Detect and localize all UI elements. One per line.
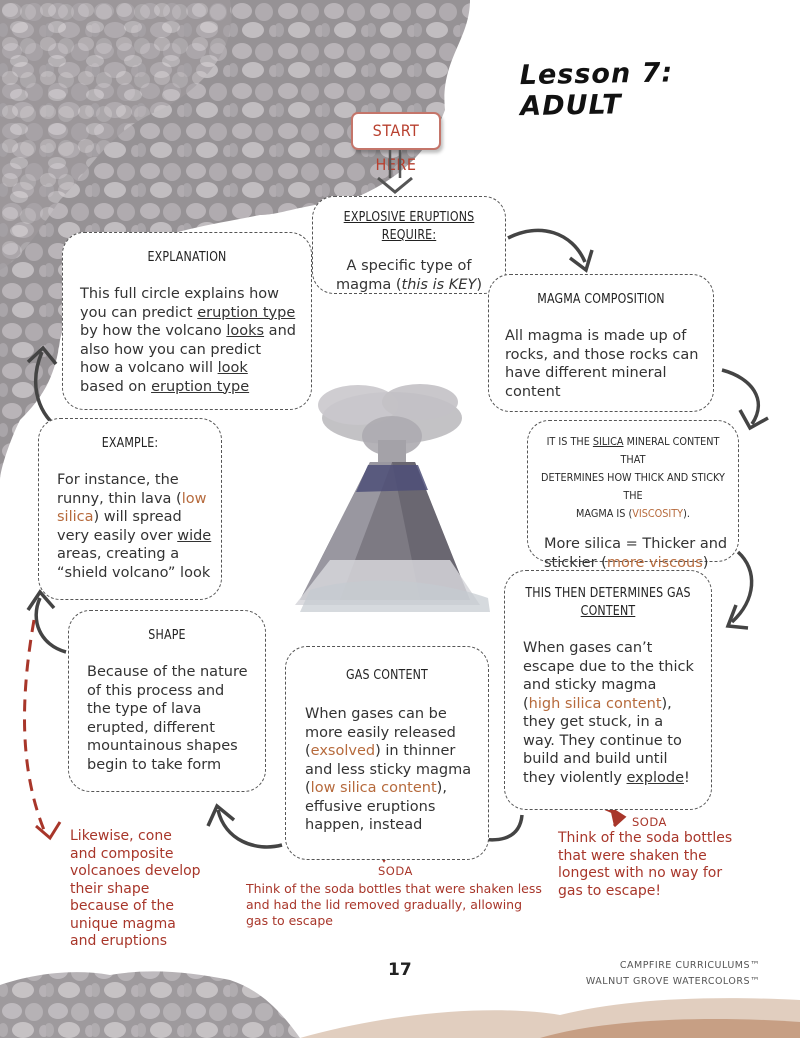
- curved-arrow-icon: [722, 370, 768, 428]
- explosive-body: A specific type of magma (this is KEY): [336, 258, 482, 293]
- gas-determines-body: When gases can’t escape due to the thick and sticky magma (high silica content), they get stuck, in a way. They continue to build and build until they violently explode!: [523, 640, 694, 786]
- explanation-heading: EXPLANATION: [147, 250, 227, 265]
- credits: CAMPFIRE CURRICULUMS™ WALNUT GROVE WATERCOLORS™: [585, 960, 760, 987]
- shape-body: Because of the nature of this process and the type of lava erupted, different mountainous shapes begin to take form: [87, 664, 248, 773]
- explanation-box: [62, 232, 312, 410]
- shape-box: [68, 610, 266, 792]
- curved-arrow-icon: [208, 806, 282, 847]
- silica-box: [527, 420, 739, 571]
- explanation-body: This full circle explains how you can predict eruption type by how the volcano looks and also how you can predict how a volcano will look based on eruption type: [80, 286, 296, 395]
- likewise-note: Likewise, cone and composite volcanoes develop their shape because of the unique magma and eruptions: [70, 828, 201, 949]
- page-number: 17: [388, 960, 412, 980]
- curved-arrow-icon: [508, 230, 592, 270]
- soda-label-bottom: SODA: [378, 864, 413, 878]
- example-heading: EXAMPLE:: [101, 436, 159, 451]
- magma-composition-heading: MAGMA COMPOSITION: [537, 292, 665, 307]
- volcano-illustration: [295, 384, 490, 612]
- silica-heading: IT IS THE SILICA MINERAL CONTENT THAT DETERMINES HOW THICK AND STICKY THE MAGMA IS (VISCOSITY).: [541, 435, 725, 520]
- lesson-title: Lesson 7: ADULT: [519, 57, 674, 123]
- gas-content-body: When gases can be more easily released (exsolved) in thinner and less sticky magma (low silica content), effusive eruptions happen, instead: [305, 706, 472, 833]
- soda-note-bottom: Think of the soda bottles that were shaken less and had the lid removed gradually, allowing gas to escape: [246, 881, 542, 928]
- silica-body: More silica = Thicker and stickier (more viscous): [544, 536, 728, 571]
- magma-composition-box: [488, 274, 714, 412]
- start-here-label: START HERE: [351, 112, 441, 150]
- curved-arrow-icon: [28, 348, 58, 428]
- explosive-eruptions-box: [312, 196, 506, 294]
- explosive-heading: EXPLOSIVE ERUPTIONS REQUIRE:: [343, 210, 475, 243]
- gas-determines-heading: THIS THEN DETERMINES GAS CONTENT: [525, 586, 691, 619]
- soda-label-right: SODA: [632, 815, 667, 829]
- gas-content-box: [285, 646, 489, 860]
- shape-heading: SHAPE: [148, 628, 186, 643]
- example-box: [38, 418, 222, 600]
- down-arrow-icon: [378, 150, 412, 192]
- magma-composition-body: All magma is made up of rocks, and those rocks can have different mineral content: [505, 328, 699, 400]
- soda-note-right: Think of the soda bottles that were shaken the longest with no way for gas to escape!: [558, 830, 733, 899]
- gas-determines-box: [504, 570, 712, 810]
- red-dashed-arrow-icon: [25, 620, 60, 838]
- gas-content-heading: GAS CONTENT: [346, 668, 428, 683]
- example-body: For instance, the runny, thin lava (low silica) will spread very easily over wide areas, creating a “shield volcano” look: [57, 472, 212, 581]
